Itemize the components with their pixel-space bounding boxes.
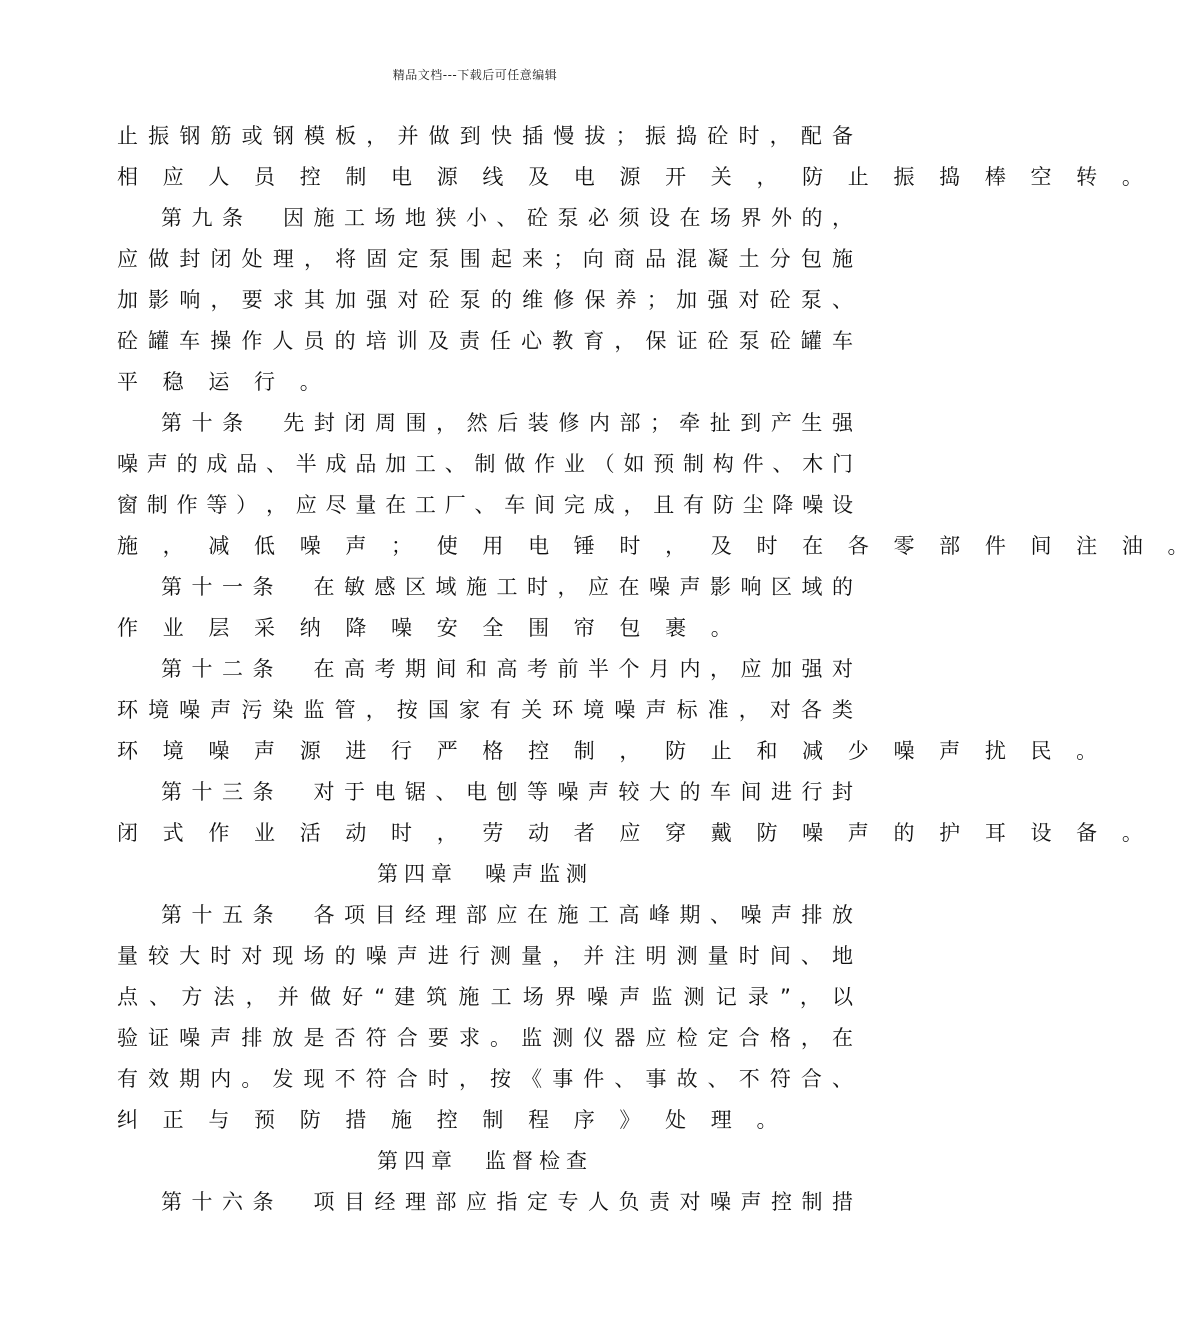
- article-12-heading: 第 十 二 条 在 高 考 期 间 和 高 考 前 半 个 月 内 ， 应 加 强 对: [161, 657, 853, 681]
- text-line: 闭 式 作 业 活 动 时 ， 劳 动 者 应 穿 戴 防 噪 声 的 护 耳 设 备 。: [117, 821, 1152, 845]
- text-line: 点 、 方 法 ， 并 做 好 “ 建 筑 施 工 场 界 噪 声 监 测 记 录 ” ， 以: [117, 985, 853, 1009]
- text-line: 止 振 钢 筋 或 钢 模 板 ， 并 做 到 快 插 慢 拔 ； 振 捣 砼 时 ， 配 备: [117, 124, 853, 148]
- document-body: [117, 116, 1198, 1223]
- chapter-heading-noise-monitoring: 第四章 噪声监测: [377, 862, 593, 886]
- text-line: 纠 正 与 预 防 措 施 控 制 程 序 》 处 理 。: [117, 1108, 787, 1132]
- article-11-heading: 第 十 一 条 在 敏 感 区 域 施 工 时 ， 应 在 噪 声 影 响 区 域 的: [161, 575, 853, 599]
- text-line: 量 较 大 时 对 现 场 的 噪 声 进 行 测 量 ， 并 注 明 测 量 时 间 、 地: [117, 944, 853, 968]
- text-line: 砼 罐 车 操 作 人 员 的 培 训 及 责 任 心 教 育 ， 保 证 砼 泵 砼 罐 车: [117, 329, 853, 353]
- article-10-heading: 第 十 条 先 封 闭 周 围 ， 然 后 装 修 内 部 ； 牵 扯 到 产 生 强: [161, 411, 853, 435]
- text-line: 应 做 封 闭 处 理 ， 将 固 定 泵 围 起 来 ； 向 商 品 混 凝 土 分 包 施: [117, 247, 853, 271]
- text-line: 作 业 层 采 纳 降 噪 安 全 围 帘 包 裹 。: [117, 616, 741, 640]
- article-15-heading: 第 十 五 条 各 项 目 经 理 部 应 在 施 工 高 峰 期 、 噪 声 排 放: [161, 903, 853, 927]
- page-header: 精品文档---下载后可任意编辑: [392, 68, 558, 82]
- text-line: 环 境 噪 声 源 进 行 严 格 控 制 ， 防 止 和 减 少 噪 声 扰 民 。: [117, 739, 1107, 763]
- text-line: 加 影 响 ， 要 求 其 加 强 对 砼 泵 的 维 修 保 养 ； 加 强 对 砼 泵 、: [117, 288, 853, 312]
- text-line: 平 稳 运 行 。: [117, 370, 330, 394]
- text-line: 噪 声 的 成 品 、 半 成 品 加 工 、 制 做 作 业 （ 如 预 制 构 件 、 木 门: [117, 452, 853, 476]
- text-line: 验 证 噪 声 排 放 是 否 符 合 要 求 。 监 测 仪 器 应 检 定 合 格 ， 在: [117, 1026, 853, 1050]
- article-16-heading: 第 十 六 条 项 目 经 理 部 应 指 定 专 人 负 责 对 噪 声 控 制 措: [161, 1190, 853, 1214]
- text-line: 有 效 期 内 。 发 现 不 符 合 时 ， 按 《 事 件 、 事 故 、 不 符 合 、: [117, 1067, 853, 1091]
- text-line: 相 应 人 员 控 制 电 源 线 及 电 源 开 关 ， 防 止 振 捣 棒 空 转 。: [117, 165, 1152, 189]
- text-line: 环 境 噪 声 污 染 监 管 ， 按 国 家 有 关 环 境 噪 声 标 准 ， 对 各 类: [117, 698, 853, 722]
- article-9-heading: 第 九 条 因 施 工 场 地 狭 小 、 砼 泵 必 须 设 在 场 界 外 的 ，: [161, 206, 853, 230]
- chapter-heading-supervision: 第四章 监督检查: [377, 1149, 593, 1173]
- text-line: 施 ， 减 低 噪 声 ； 使 用 电 锤 时 ， 及 时 在 各 零 部 件 间 注 油 。: [117, 534, 1198, 558]
- text-line: 窗 制 作 等 ） ， 应 尽 量 在 工 厂 、 车 间 完 成 ， 且 有 防 尘 降 噪 设: [117, 493, 853, 517]
- article-13-heading: 第 十 三 条 对 于 电 锯 、 电 刨 等 噪 声 较 大 的 车 间 进 行 封: [161, 780, 853, 804]
